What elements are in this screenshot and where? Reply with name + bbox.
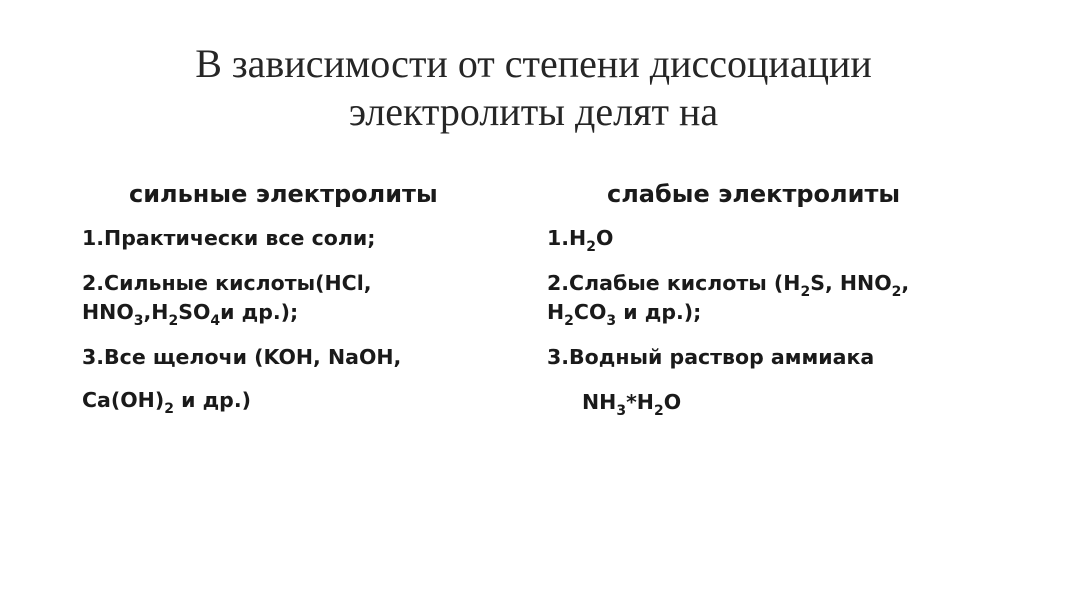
formula-part: HNO: [82, 300, 134, 324]
strong-item-4-text: [82, 386, 502, 415]
strong-item-4: [82, 386, 502, 415]
formula-part: ,H: [143, 300, 169, 324]
subscript: 2: [564, 313, 574, 329]
formula-part: *H: [626, 390, 654, 414]
formula-part: O: [663, 390, 682, 414]
strong-item-1: [82, 224, 502, 253]
formula-part: S, HNO: [810, 271, 892, 295]
strong-electrolytes-column: [82, 176, 502, 431]
subscript: 3: [606, 313, 617, 329]
formula-part: и др.);: [220, 300, 299, 324]
subscript: 3: [133, 313, 144, 329]
formula-part: 1.H: [547, 226, 587, 250]
strong-electrolytes-heading: сильные электролиты: [129, 180, 438, 208]
weak-electrolytes-heading: слабые электролиты: [607, 180, 901, 208]
formula-part: и др.): [173, 388, 251, 412]
formula-part: и др.);: [616, 300, 702, 324]
formula-part: SO: [178, 300, 211, 324]
formula-part: 2.Слабые кислоты (H: [547, 271, 801, 295]
subscript: 4: [210, 313, 221, 329]
strong-item-2-line-2: [82, 298, 502, 327]
strong-item-3-text: 3.Все щелочи (KOH, NaOH,: [82, 345, 402, 369]
weak-item-2: [547, 269, 987, 327]
subscript: 2: [586, 239, 596, 255]
weak-item-4-text: [547, 388, 987, 417]
strong-item-2-line-1: 2.Сильные кислоты(HCl,: [82, 271, 372, 295]
strong-item-3: [82, 343, 502, 372]
subscript: 2: [800, 284, 811, 300]
formula-part: O: [595, 226, 614, 250]
title-line-2: электролиты делят на: [348, 89, 719, 134]
weak-item-3-text: 3.Водный раствор аммиака: [547, 345, 875, 369]
subscript: 3: [616, 403, 627, 419]
subscript: 2: [653, 403, 664, 419]
formula-part: NH: [582, 390, 617, 414]
formula-part: ,: [901, 271, 910, 295]
strong-item-2: [82, 269, 502, 327]
weak-item-1-text: [547, 224, 987, 253]
formula-part: Ca(OH): [82, 388, 165, 412]
weak-item-4: [547, 388, 987, 417]
strong-item-1-text: 1.Практически все соли;: [82, 226, 376, 250]
weak-item-1: [547, 224, 987, 253]
subscript: 2: [164, 401, 174, 417]
subscript: 2: [168, 313, 179, 329]
weak-electrolytes-column: [547, 176, 987, 433]
formula-part: CO: [573, 300, 607, 324]
formula-part: H: [547, 300, 565, 324]
subscript: 2: [891, 284, 902, 300]
slide-title: [0, 40, 1067, 136]
title-line-1: В зависимости от степени диссоциации: [195, 41, 872, 86]
weak-item-2-line-2: [547, 298, 987, 327]
weak-item-2-line-1: [547, 269, 987, 298]
weak-item-3: [547, 343, 987, 372]
